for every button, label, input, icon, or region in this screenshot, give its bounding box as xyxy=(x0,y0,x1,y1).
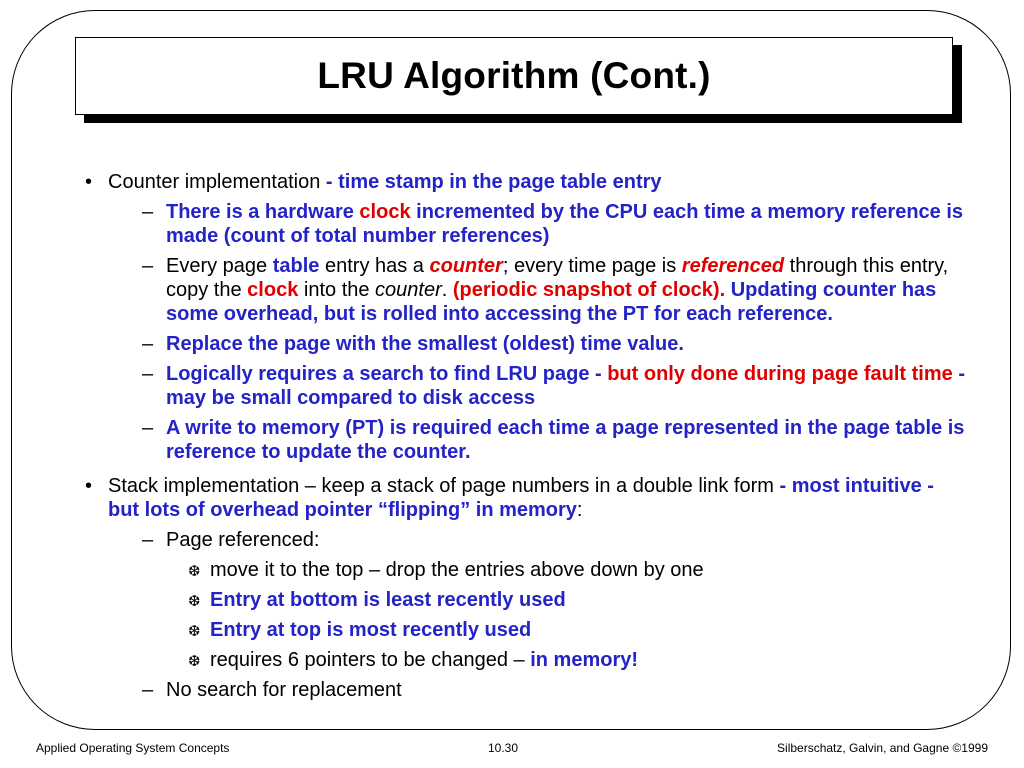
subbullet-text: Logically requires a search to find LRU page - xyxy=(166,363,608,385)
subsubbullet-text: Entry at top is most recently used xyxy=(210,619,532,641)
bullet-icon: • xyxy=(85,475,93,497)
subbullet-text-red: but only done during page fault time xyxy=(607,363,953,385)
subbullet-text: Replace the page with the smallest (oldest) time value. xyxy=(166,333,684,355)
subbullet-text-blue: table xyxy=(272,255,320,277)
subbullet-logically-requires-search xyxy=(85,362,965,410)
subsubbullet-entry-bottom xyxy=(85,588,965,612)
subbullet-text: A write to memory (PT) is required each time a page represented in the page table is reference to update the counter. xyxy=(166,417,965,463)
subbullet-page-referenced xyxy=(85,528,965,552)
bullet-stack-implementation xyxy=(85,474,965,522)
subbullet-replace-smallest xyxy=(85,332,965,356)
subbullet-text-red: clock xyxy=(247,279,299,301)
slide-content xyxy=(85,170,965,702)
snowflake-icon: ❆ xyxy=(188,623,201,640)
dash-icon: – xyxy=(142,363,154,385)
snowflake-icon: ❆ xyxy=(188,653,201,670)
footer-slide-number: 10.30 xyxy=(488,741,519,755)
footer-authors: Silberschatz, Galvin, and Gagne ©1999 xyxy=(777,741,988,755)
snowflake-icon: ❆ xyxy=(188,593,201,610)
subbullet-text: Every page xyxy=(166,255,273,277)
bullet-text-highlight: - most intuitive - but lots of overhead pointer “flipping” in memory xyxy=(108,475,934,521)
subbullet-text: . xyxy=(441,279,453,301)
dash-icon: – xyxy=(142,255,154,277)
subbullet-text: through this entry, copy the xyxy=(166,255,949,301)
subbullet-text-blue: Updating counter has some overhead, but is rolled into accessing the PT for each reference. xyxy=(166,279,937,325)
subsubbullet-text: move it to the top – drop the entries above down by one xyxy=(210,559,704,581)
subsubbullet-move-to-top xyxy=(85,558,965,582)
subbullet-no-search xyxy=(85,678,965,702)
bullet-text-highlight: - time stamp in the page table entry xyxy=(325,171,662,193)
dash-icon: – xyxy=(142,201,154,223)
dash-icon: – xyxy=(142,417,154,439)
subbullet-text: No search for replacement xyxy=(166,679,402,701)
subbullet-text-italic: counter xyxy=(375,279,442,301)
subsubbullet-six-pointers xyxy=(85,648,965,672)
slide-title: LRU Algorithm (Cont.) xyxy=(317,55,711,96)
subbullet-write-to-memory xyxy=(85,416,965,464)
dash-icon: – xyxy=(142,333,154,355)
subbullet-text-red: (periodic snapshot of clock). xyxy=(452,279,726,301)
subsubbullet-entry-top xyxy=(85,618,965,642)
subbullet-text: - may be small compared to disk access xyxy=(166,363,965,409)
subbullet-text: entry has a xyxy=(319,255,430,277)
subbullet-text-red: clock xyxy=(359,201,411,223)
title-box xyxy=(75,37,953,115)
bullet-text: Counter implementation xyxy=(108,171,326,193)
subbullet-text-red: referenced xyxy=(681,255,785,277)
bullet-text: Stack implementation – keep a stack of page numbers in a double link form xyxy=(108,475,780,497)
subbullet-page-table-counter xyxy=(85,254,965,326)
subsubbullet-text-blue: in memory! xyxy=(530,649,639,671)
subbullet-text: into the xyxy=(298,279,376,301)
subbullet-text: Page referenced: xyxy=(166,529,320,551)
footer-course-title: Applied Operating System Concepts xyxy=(36,741,230,755)
dash-icon: – xyxy=(142,529,154,551)
dash-icon: – xyxy=(142,679,154,701)
bullet-counter-implementation xyxy=(85,170,965,194)
bullet-text: : xyxy=(576,499,583,521)
snowflake-icon: ❆ xyxy=(188,563,201,580)
subbullet-text: ; every time page is xyxy=(502,255,682,277)
subbullet-text: There is a hardware xyxy=(166,201,360,223)
subsubbullet-text: requires 6 pointers to be changed – xyxy=(210,649,531,671)
subbullet-text: incremented by the CPU each time a memory reference is made (count of total number references) xyxy=(166,201,964,247)
subsubbullet-text: Entry at bottom is least recently used xyxy=(210,589,566,611)
subbullet-text-red: counter xyxy=(429,255,503,277)
subbullet-hardware-clock xyxy=(85,200,965,248)
bullet-icon: • xyxy=(85,171,93,193)
